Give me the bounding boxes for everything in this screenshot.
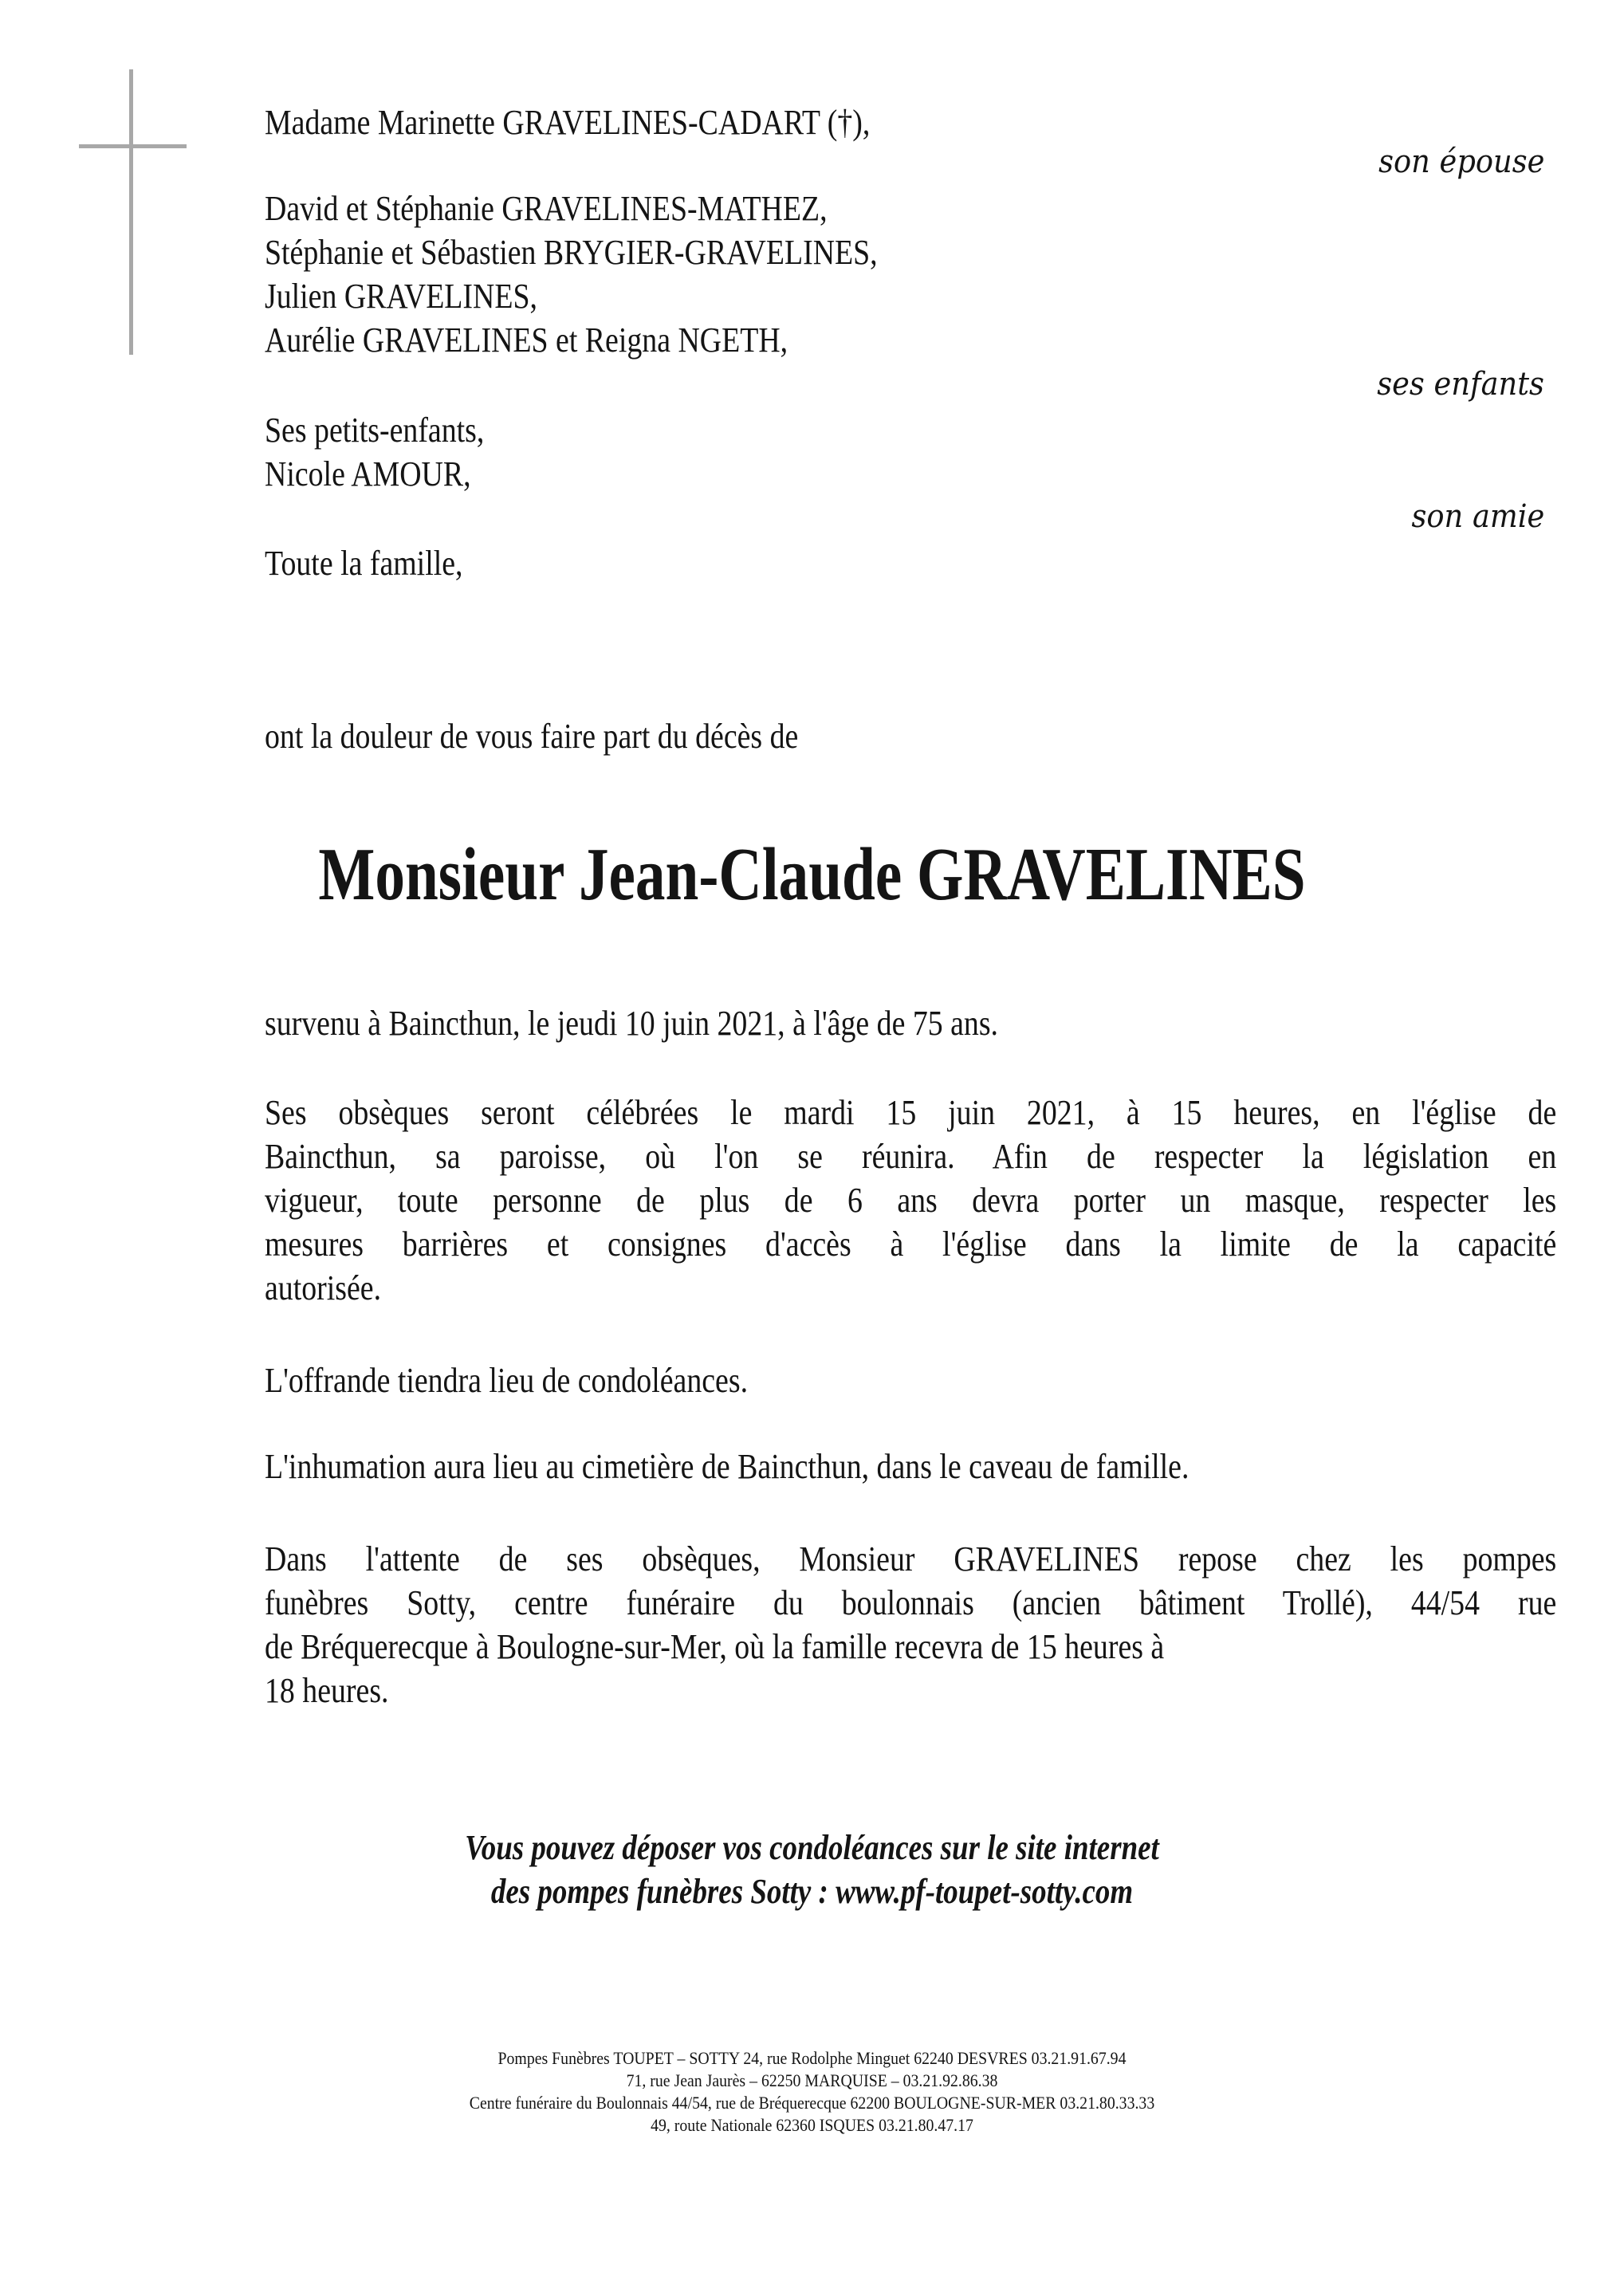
child-3: Julien GRAVELINES, [265,277,537,316]
cross-horizontal-bar [79,144,187,148]
condolences-website-line[interactable]: des pompes funèbres Sotty : www.pf-toupet-sotty.com [490,1872,1134,1911]
funeral-line: Ses obsèques seront célébrées le mardi 15 juin 2021, à 15 heures, en l'église de [265,1093,1557,1132]
viewing-line: funèbres Sotty, centre funéraire du boulonnais (ancien bâtiment Trollé), 44/54 rue [265,1583,1557,1622]
cross-vertical-bar [129,69,133,355]
footer-line: 49, route Nationale 62360 ISQUES 03.21.80.47.17 [651,2115,973,2135]
footer-line: Centre funéraire du Boulonnais 44/54, rue de Bréquerecque 62200 BOULOGNE-SUR-MER 03.21.80.33.33 [469,2093,1155,2113]
friend-name: Nicole AMOUR, [265,454,471,493]
burial-text: L'inhumation aura lieu au cimetière de Baincthun, dans le caveau de famille. [265,1447,1189,1486]
offering-text: L'offrande tiendra lieu de condoléances. [265,1361,749,1400]
child-4: Aurélie GRAVELINES et Reigna NGETH, [265,320,788,360]
grandchildren: Ses petits-enfants, [265,411,485,450]
friend-role: son amie [1411,498,1544,535]
condolences-line: Vous pouvez déposer vos condoléances sur le site internet [465,1828,1159,1867]
funeral-home-footer [0,2047,1624,2137]
footer-line: 71, rue Jean Jaurès – 62250 MARQUISE – 03.21.92.86.38 [626,2070,998,2090]
spouse-role: son épouse [1378,144,1544,180]
viewing-line: Dans l'attente de ses obsèques, Monsieur GRAVELINES repose chez les pompes [265,1539,1557,1578]
funeral-line: Baincthun, sa paroisse, où l'on se réunira. Afin de respecter la législation en [265,1137,1557,1176]
child-1: David et Stéphanie GRAVELINES-MATHEZ, [265,189,828,228]
spouse-name: Madame Marinette GRAVELINES-CADART (†), [265,103,871,142]
viewing-line: 18 heures. [265,1671,389,1710]
death-info: survenu à Baincthun, le jeudi 10 juin 2021, à l'âge de 75 ans. [265,1004,999,1043]
funeral-line: mesures barrières et consignes d'accès à l'église dans la limite de la capacité [265,1225,1557,1264]
funeral-line: vigueur, toute personne de plus de 6 ans devra porter un masque, respecter les [265,1181,1557,1220]
footer-line: Pompes Funèbres TOUPET – SOTTY 24, rue Rodolphe Minguet 62240 DESVRES 03.21.91.67.94 [497,2048,1127,2068]
condolences-notice [0,1826,1624,1913]
announcement-intro: ont la douleur de vous faire part du décès de [265,717,799,756]
child-2: Stéphanie et Sébastien BRYGIER-GRAVELINES, [265,233,878,272]
viewing-paragraph [265,1537,1556,1712]
whole-family: Toute la famille, [265,544,463,583]
funeral-paragraph [265,1091,1556,1310]
deceased-name: Monsieur Jean-Claude GRAVELINES [318,833,1306,916]
funeral-line: autorisée. [265,1268,382,1307]
viewing-line: de Bréquerecque à Boulogne-sur-Mer, où la famille recevra de 15 heures à [265,1627,1165,1666]
children-role: ses enfants [1377,366,1544,403]
